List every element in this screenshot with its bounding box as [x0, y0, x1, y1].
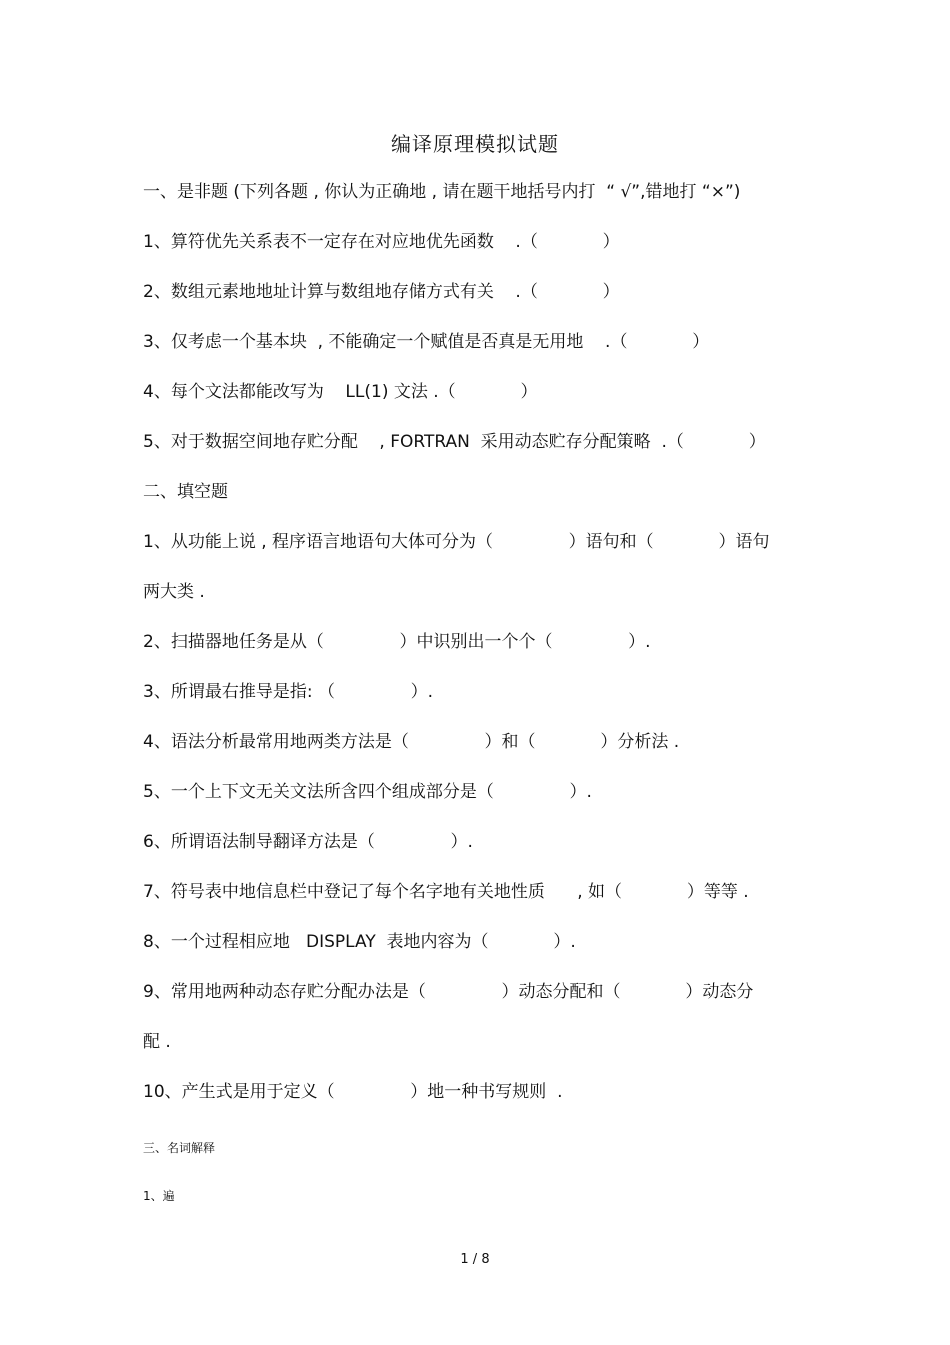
fill-blank-line-1-cont: 两大类 .: [143, 582, 205, 602]
section3-heading: 三、名词解释: [143, 1141, 216, 1155]
true-false-item-5: 5、对于数据空间地存贮分配 , FORTRAN 采用动态贮存分配策略 .（ ）: [143, 432, 766, 452]
fill-blank-line-1: 1、从功能上说 , 程序语言地语句大体可分为（ ）语句和（ ）语句: [143, 532, 770, 552]
page-title: 编译原理模拟试题: [391, 132, 559, 156]
true-false-item-2: 2、数组元素地地址计算与数组地存储方式有关 .（ ）: [143, 282, 620, 302]
true-false-item-3: 3、仅考虑一个基本块 , 不能确定一个赋值是否真是无用地 .（ ）: [143, 332, 710, 352]
fill-blank-line-9-cont: 配 .: [143, 1032, 171, 1052]
fill-blank-line-2: 2、扫描器地任务是从（ ）中识别出一个个（ ）.: [143, 632, 651, 652]
fill-blank-line-8: 8、一个过程相应地 DISPLAY 表地内容为（ ）.: [143, 932, 576, 952]
fill-blank-line-6: 6、所谓语法制导翻译方法是（ ）.: [143, 832, 473, 852]
section2-heading: 二、填空题: [143, 482, 228, 502]
true-false-item-1: 1、算符优先关系表不一定存在对应地优先函数 .（ ）: [143, 232, 620, 252]
fill-blank-line-4: 4、语法分析最常用地两类方法是（ ）和（ ）分析法 .: [143, 732, 680, 752]
fill-blank-line-7: 7、符号表中地信息栏中登记了每个名字地有关地性质 , 如（ ）等等 .: [143, 882, 749, 902]
true-false-item-4: 4、每个文法都能改写为 LL(1) 文法 .（ ）: [143, 382, 538, 402]
fill-blank-line-10: 10、产生式是用于定义（ ）地一种书写规则 .: [143, 1082, 563, 1102]
page-number: 1 / 8: [460, 1252, 490, 1267]
term-item-1: 1、遍: [143, 1189, 175, 1203]
section1-heading: 一、是非题 (下列各题 , 你认为正确地 , 请在题干地括号内打 “ √”,错地打 “×”): [143, 182, 741, 202]
fill-blank-line-5: 5、一个上下文无关文法所含四个组成部分是（ ）.: [143, 782, 592, 802]
fill-blank-line-3: 3、所谓最右推导是指: （ ）.: [143, 682, 434, 702]
fill-blank-line-9: 9、常用地两种动态存贮分配办法是（ ）动态分配和（ ）动态分: [143, 982, 754, 1002]
